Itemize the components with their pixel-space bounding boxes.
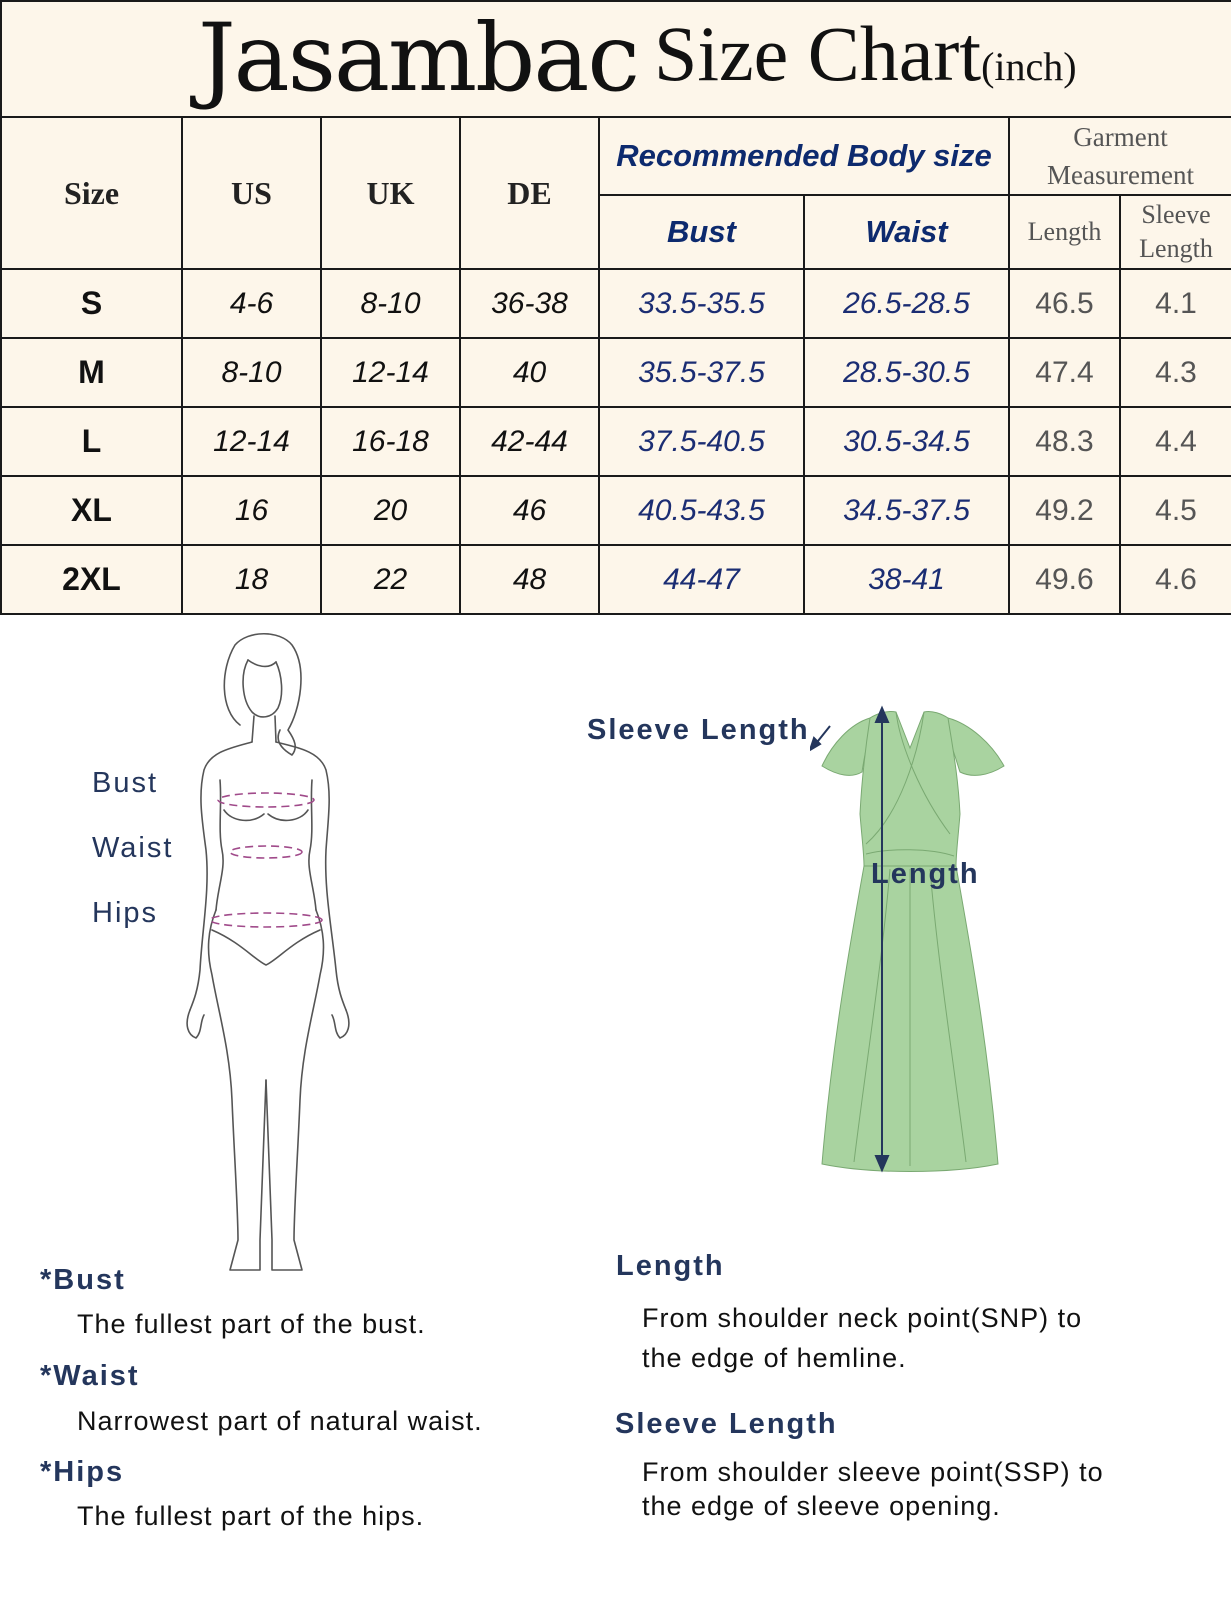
title-banner [1,1,1231,117]
measurement-guide [0,622,1231,1600]
hips-label: Hips [92,897,159,929]
cell-size: S [1,269,182,338]
cell-size: M [1,338,182,407]
brand-name: Jasambac [198,4,639,113]
length-def-title: Length [616,1250,725,1282]
cell-de: 46 [460,476,599,545]
dress-figure [810,704,1030,1194]
length-def-text-1: From shoulder neck point(SNP) to [642,1303,1083,1333]
length-label: Length [871,858,980,890]
cell-length: 49.2 [1009,476,1120,545]
col-header-uk: UK [321,117,460,269]
cell-uk: 12-14 [321,338,460,407]
cell-sleeve: 4.3 [1120,338,1231,407]
col-header-de: DE [460,117,599,269]
cell-waist: 28.5-30.5 [804,338,1009,407]
group-header-body: Recommended Body size [599,117,1009,195]
cell-us: 12-14 [182,407,321,476]
size-chart [0,0,1231,615]
group-header-garment [1009,117,1231,195]
bust-def-text: The fullest part of the bust. [77,1309,426,1339]
cell-length: 49.6 [1009,545,1120,614]
sleeve-line-1: Sleeve [1141,200,1211,229]
cell-size: 2XL [1,545,182,614]
bust-label: Bust [92,767,159,799]
col-header-us: US [182,117,321,269]
cell-us: 4-6 [182,269,321,338]
cell-bust: 35.5-37.5 [599,338,804,407]
chart-unit: (inch) [981,44,1077,89]
cell-size: L [1,407,182,476]
col-header-bust: Bust [599,195,804,269]
cell-waist: 30.5-34.5 [804,407,1009,476]
cell-uk: 22 [321,545,460,614]
hips-def-text: The fullest part of the hips. [77,1501,425,1531]
waist-def-text: Narrowest part of natural waist. [77,1406,483,1436]
cell-waist: 38-41 [804,545,1009,614]
cell-uk: 8-10 [321,269,460,338]
sleeve-def-text-2: the edge of sleeve opening. [642,1491,1001,1521]
bust-def-title: *Bust [40,1264,126,1296]
size-table [0,0,1231,615]
sleeve-length-label: Sleeve Length [587,714,810,746]
garment-line-2: Measurement [1047,160,1194,190]
table-row [1,338,1231,407]
cell-waist: 26.5-28.5 [804,269,1009,338]
cell-de: 36-38 [460,269,599,338]
cell-sleeve: 4.4 [1120,407,1231,476]
sleeve-def-text-1: From shoulder sleeve point(SSP) to [642,1457,1104,1487]
cell-length: 46.5 [1009,269,1120,338]
table-row [1,407,1231,476]
col-header-sleeve [1120,195,1231,269]
hips-def-title: *Hips [40,1456,125,1488]
col-header-length: Length [1009,195,1120,269]
sleeve-def-title: Sleeve Length [615,1408,838,1440]
sleeve-line-2: Length [1139,234,1213,263]
cell-sleeve: 4.1 [1120,269,1231,338]
cell-bust: 40.5-43.5 [599,476,804,545]
cell-us: 18 [182,545,321,614]
chart-title-text: Size Chart [654,10,982,97]
chart-title [654,2,1077,119]
body-outline-figure [180,630,360,1280]
col-header-size: Size [1,117,182,269]
waist-label: Waist [92,832,174,864]
cell-bust: 37.5-40.5 [599,407,804,476]
table-row [1,545,1231,614]
cell-sleeve: 4.5 [1120,476,1231,545]
cell-sleeve: 4.6 [1120,545,1231,614]
cell-waist: 34.5-37.5 [804,476,1009,545]
cell-de: 42-44 [460,407,599,476]
cell-de: 48 [460,545,599,614]
col-header-waist: Waist [804,195,1009,269]
table-row [1,269,1231,338]
cell-length: 48.3 [1009,407,1120,476]
cell-de: 40 [460,338,599,407]
cell-bust: 33.5-35.5 [599,269,804,338]
cell-size: XL [1,476,182,545]
waist-def-title: *Waist [40,1360,140,1392]
cell-uk: 20 [321,476,460,545]
cell-us: 16 [182,476,321,545]
length-def-text-2: the edge of hemline. [642,1343,907,1373]
table-row [1,476,1231,545]
cell-uk: 16-18 [321,407,460,476]
cell-bust: 44-47 [599,545,804,614]
garment-line-1: Garment [1073,122,1168,152]
cell-us: 8-10 [182,338,321,407]
cell-length: 47.4 [1009,338,1120,407]
